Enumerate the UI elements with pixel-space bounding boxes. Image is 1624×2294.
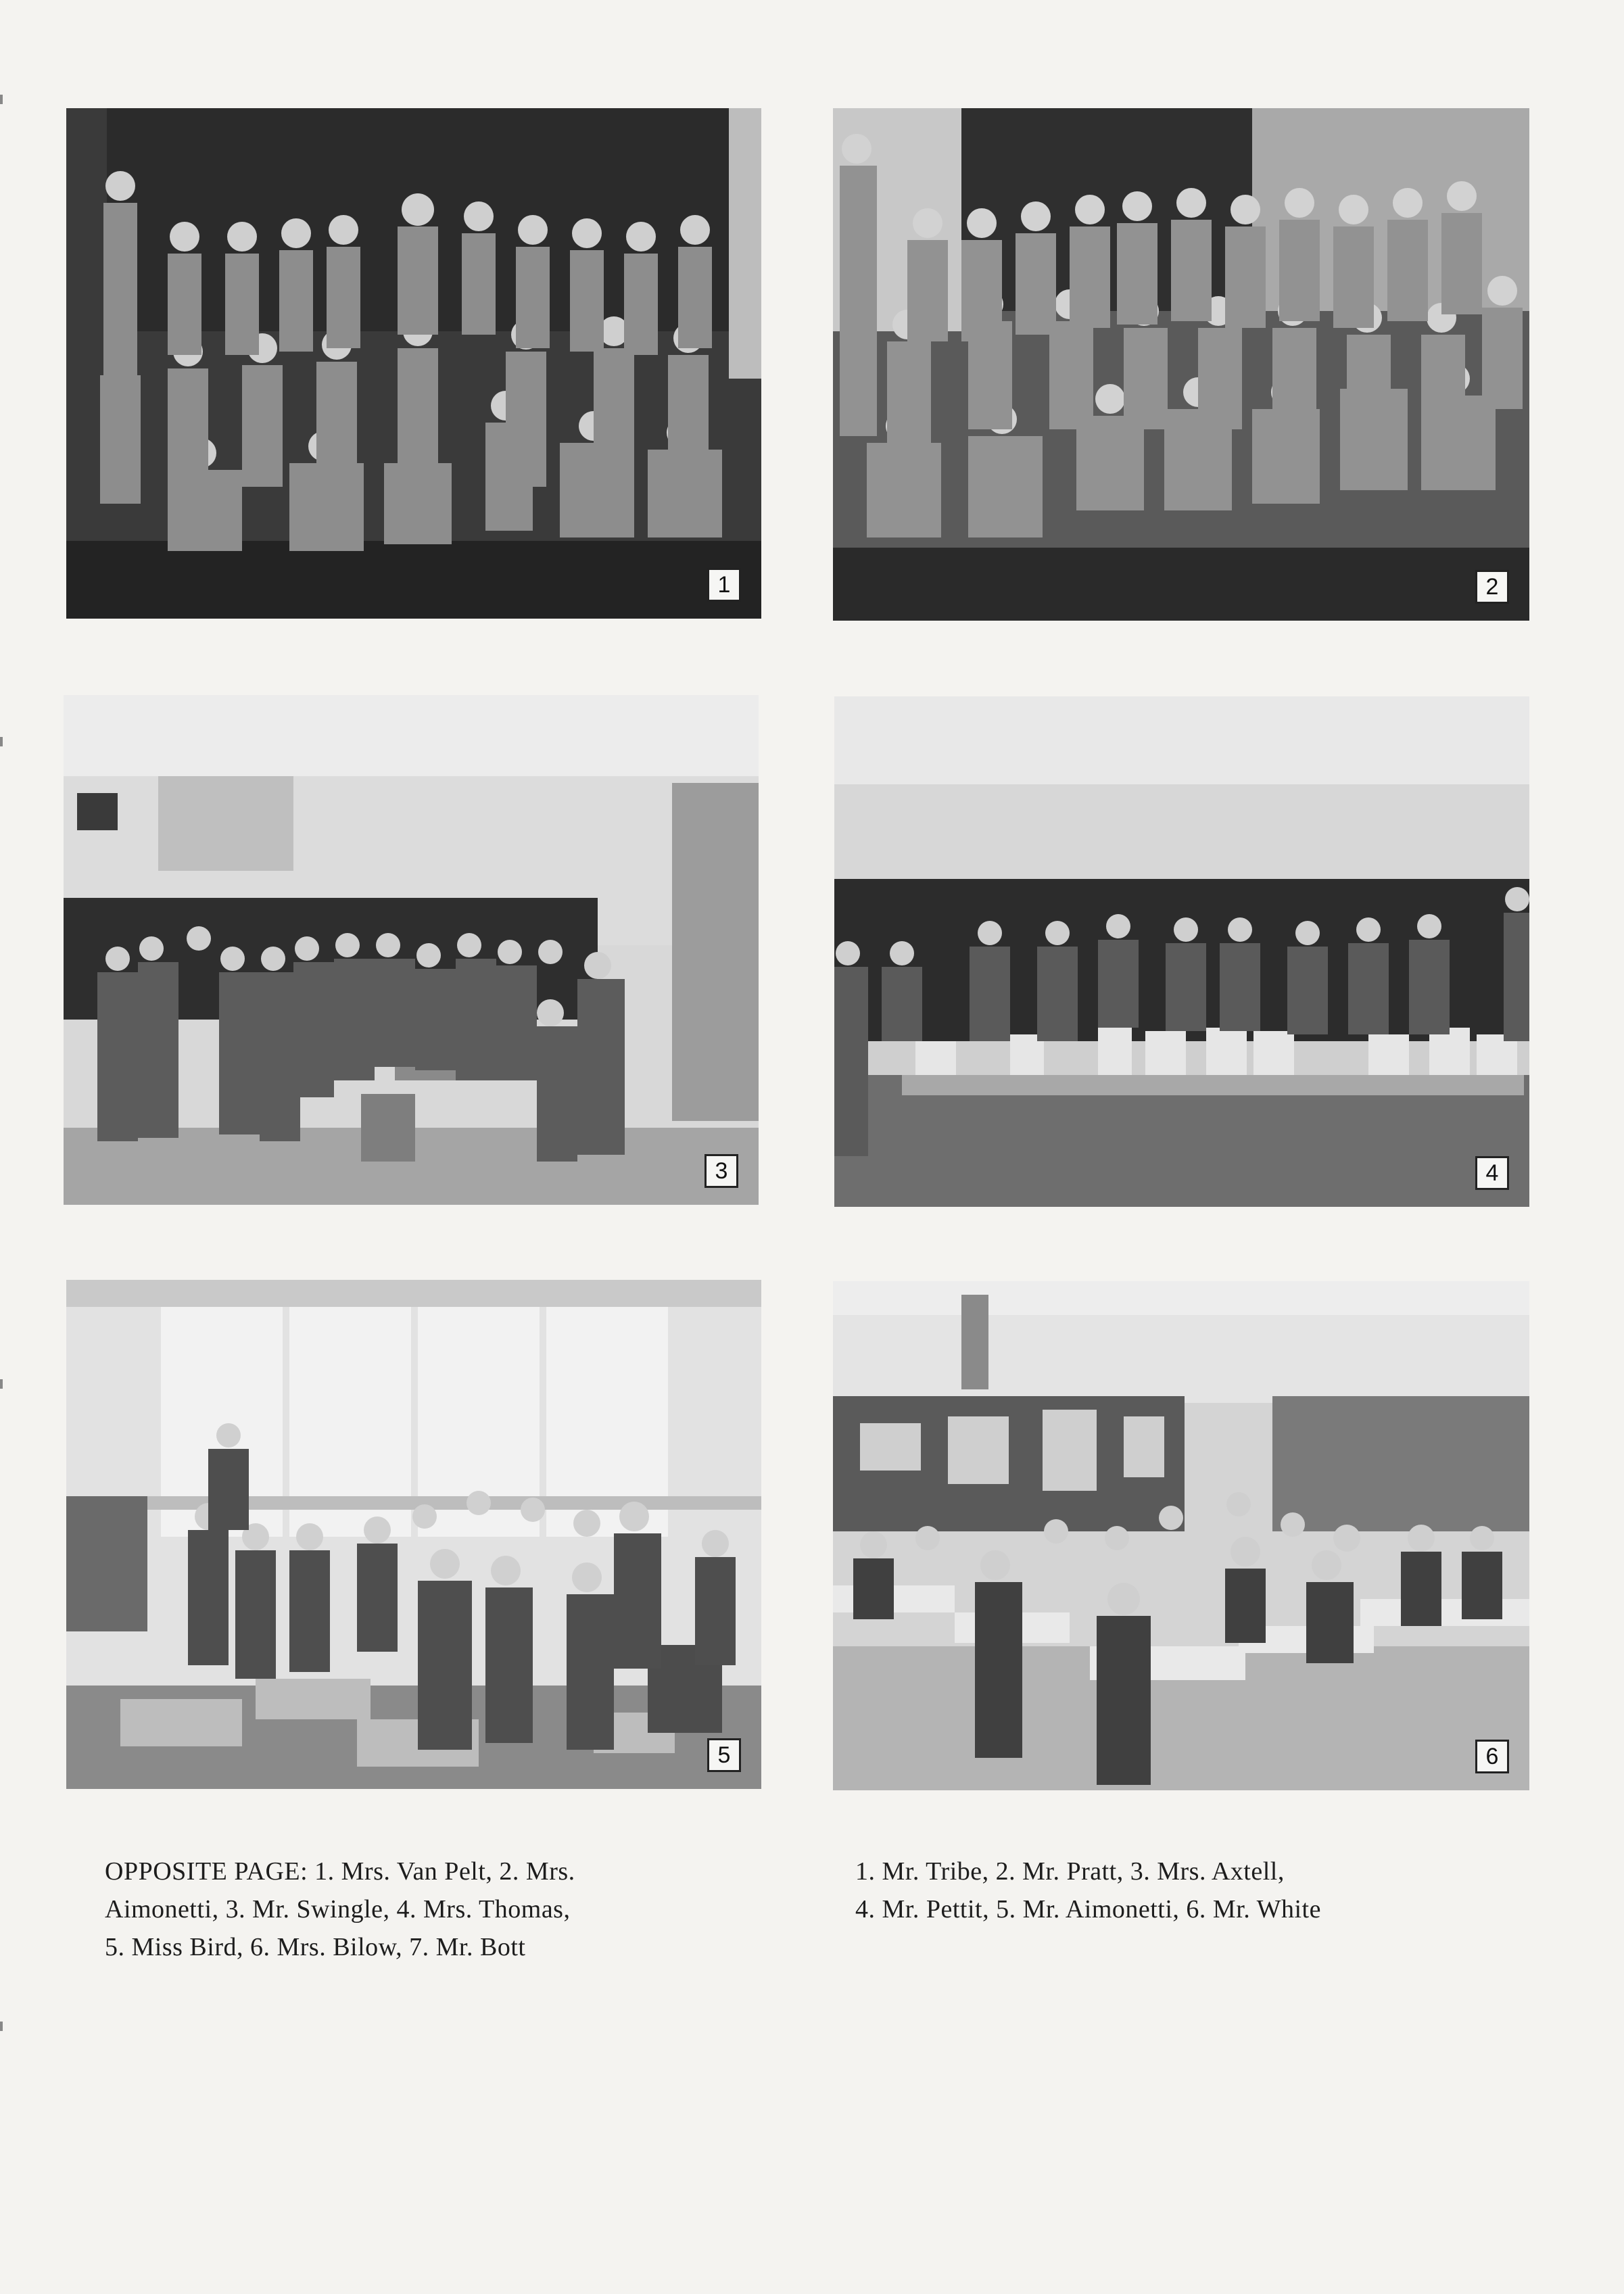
class-photo-4 <box>834 696 1529 1207</box>
photo-number-badge: 5 <box>707 1738 741 1772</box>
group-photo-image <box>66 108 761 619</box>
class-photo-3 <box>64 695 759 1205</box>
caption-opposite-page <box>105 1853 575 1966</box>
caption-line: 1. Mr. Tribe, 2. Mr. Pratt, 3. Mrs. Axtell, <box>855 1857 1285 1886</box>
caption-line: 4. Mr. Pettit, 5. Mr. Aimonetti, 6. Mr. White <box>855 1895 1321 1923</box>
class-photo-1 <box>66 108 761 619</box>
classroom-photo-image <box>64 695 759 1205</box>
photo-number-badge: 1 <box>707 568 741 602</box>
caption-this-page <box>855 1853 1321 1928</box>
page-edge-mark <box>0 1379 3 1389</box>
group-photo-image <box>833 108 1529 621</box>
photo-number-badge: 2 <box>1475 570 1509 604</box>
photo-number-badge: 4 <box>1475 1156 1509 1190</box>
page-edge-mark <box>0 95 3 104</box>
page-edge-mark <box>0 737 3 746</box>
class-photo-2 <box>833 108 1529 621</box>
classroom-photo-image <box>833 1281 1529 1790</box>
classroom-photo-image <box>66 1280 761 1789</box>
photo-number-badge: 6 <box>1475 1740 1509 1773</box>
photo-number-badge: 3 <box>704 1154 738 1188</box>
classroom-photo-image <box>834 696 1529 1207</box>
page-edge-mark <box>0 2022 3 2031</box>
caption-line: OPPOSITE PAGE: 1. Mrs. Van Pelt, 2. Mrs. <box>105 1857 575 1886</box>
caption-line: 5. Miss Bird, 6. Mrs. Bilow, 7. Mr. Bott <box>105 1933 526 1961</box>
caption-line: Aimonetti, 3. Mr. Swingle, 4. Mrs. Thomas, <box>105 1895 571 1923</box>
class-photo-5 <box>66 1280 761 1789</box>
class-photo-6 <box>833 1281 1529 1790</box>
